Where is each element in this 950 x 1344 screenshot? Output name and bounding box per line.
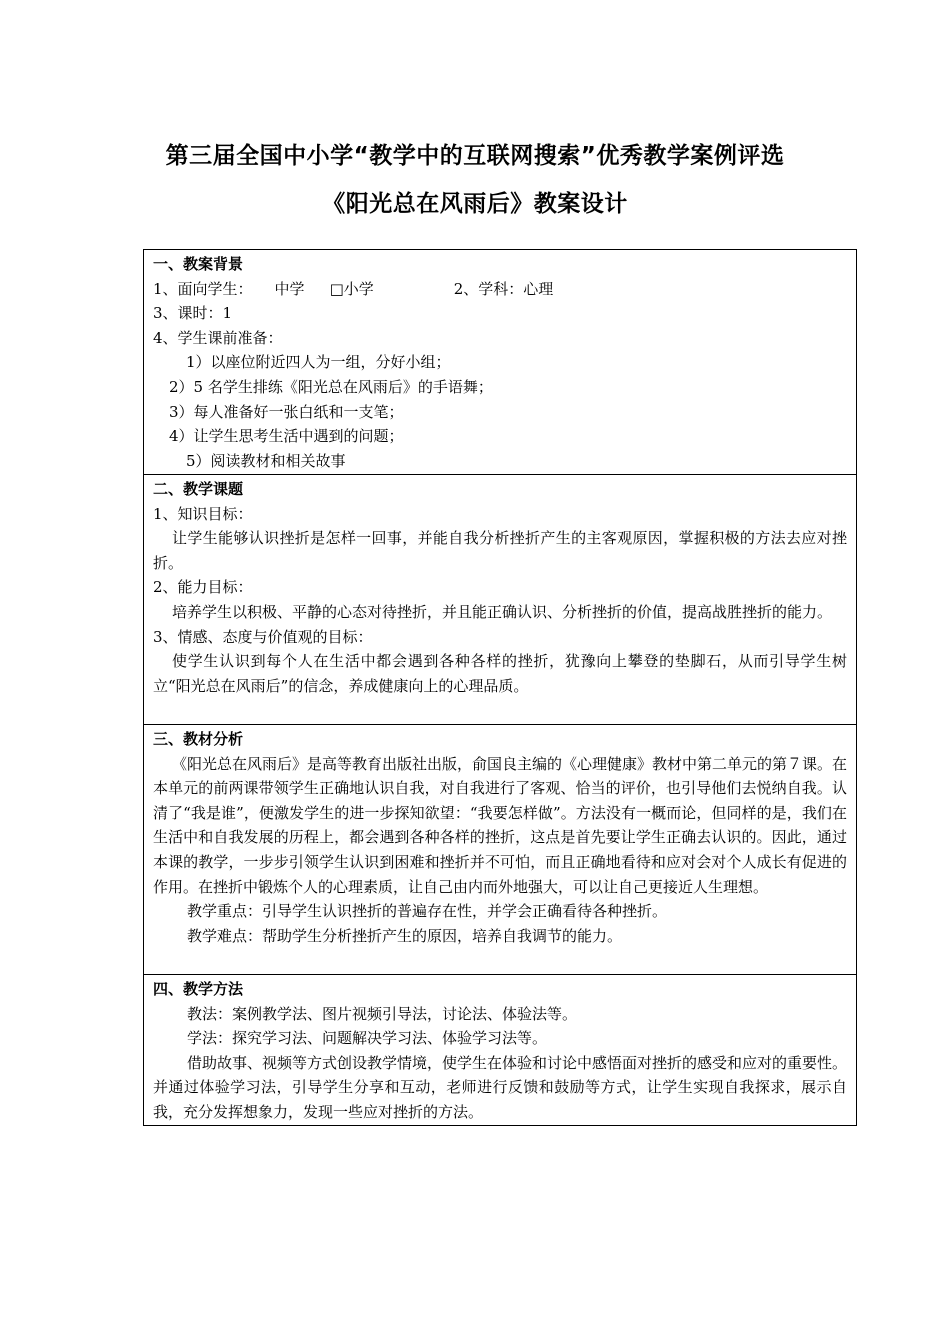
prep-item: 2）5 名学生排练《阳光总在风雨后》的手语舞；: [169, 377, 493, 396]
lesson-title: 《阳光总在风雨后》教案设计: [322, 191, 628, 217]
document-title: 第三届全国中小学“教学中的互联网搜索”优秀教学案例评选: [165, 143, 785, 169]
ability-text: 培养学生以积极、平静的心态对待挫折，并且能正确认识、分析挫折的价值，提高战胜挫折的能力。: [172, 602, 833, 621]
audience-label: 1、面向学生：: [153, 279, 253, 298]
teaching-method: 教法：案例教学法、图片视频引导法，讨论法、体验法等。: [187, 1004, 578, 1023]
emotion-text: 使学生认识到每个人在生活中都会遇到各种各样的挫折，犹豫向上攀登的垫脚石，从而引导学生树立“阳光总在风雨后”的信念，养成健康向上的心理品质。: [153, 652, 847, 695]
section-heading: 一、教案背景: [153, 255, 244, 273]
prep-item: 3）每人准备好一张白纸和一支笔；: [169, 402, 404, 421]
section-heading: 二、教学课题: [153, 480, 244, 498]
section-objectives: [144, 475, 857, 725]
prep-item: 4）让学生思考生活中遇到的问题；: [169, 427, 404, 446]
method-text: 借助故事、视频等方式创设教学情境，使学生在体验和讨论中感悟面对挫折的感受和应对的重要性。并通过体验学习法，引导学生分享和互动，老师进行反馈和鼓励等方式，让学生实现自我探求，展示自我，充分发挥想象力，发现一些应对挫折的方法。: [153, 1053, 848, 1121]
learning-method: 学法：探究学习法、问题解决学习法、体验学习法等。: [187, 1029, 548, 1048]
prep-item: 1）以座位附近四人为一组，分好小组；: [186, 353, 451, 372]
section-heading: 三、教材分析: [153, 730, 244, 748]
section-material-analysis: [144, 725, 857, 975]
audience-row: [153, 277, 847, 302]
prep-label: 4、学生课前准备：: [153, 328, 283, 347]
analysis-text: 《阳光总在风雨后》是高等教育出版社出版，俞国良主编的《心理健康》教材中第二单元的第７课。在本单元的前两课带领学生正确地认识自我，对自我进行了客观、恰当的评价，也引导他们去悦纳自我。认清了“我是谁”，便激发学生的进一步探知欲望：“我要怎样做”。方法没有一概而论，但同样的是，我们在生活中和自我发展的历程上，都会遇到各种各样的挫折，这点是首先要让学生正确去认识的。因此，通过本课的教学，一步步引领学生认识到困难和挫折并不可怕，而且正确地看待和应对会对个人成长有促进的作用。在挫折中锻炼个人的心理素质，让自己由内而外地强大，可以让自己更接近人生理想。: [153, 754, 848, 896]
knowledge-label: 1、知识目标：: [153, 504, 253, 523]
prep-item: 5）阅读教材和相关故事: [186, 451, 346, 470]
subject-value: 2、学科：心理: [453, 279, 554, 298]
section-heading: 四、教学方法: [153, 980, 244, 998]
difficult-point: 教学难点：帮助学生分析挫折产生的原因，培养自我调节的能力。: [187, 926, 623, 945]
section-background: [144, 250, 857, 475]
ability-label: 2、能力目标：: [153, 578, 253, 597]
lesson-plan-table: [143, 249, 857, 1126]
emotion-label: 3、情感、态度与价值观的目标：: [153, 627, 373, 646]
section-methods: [144, 975, 857, 1126]
audience-option-middle: 中学: [274, 279, 305, 298]
audience-option-primary: □小学: [329, 279, 374, 298]
hours-row: 3、课时：1: [153, 304, 233, 323]
key-point: 教学重点：引导学生认识挫折的普遍存在性，并学会正确看待各种挫折。: [187, 902, 668, 921]
knowledge-text: 让学生能够认识挫折是怎样一回事，并能自我分析挫折产生的主客观原因，掌握积极的方法去应对挫折。: [153, 529, 847, 572]
